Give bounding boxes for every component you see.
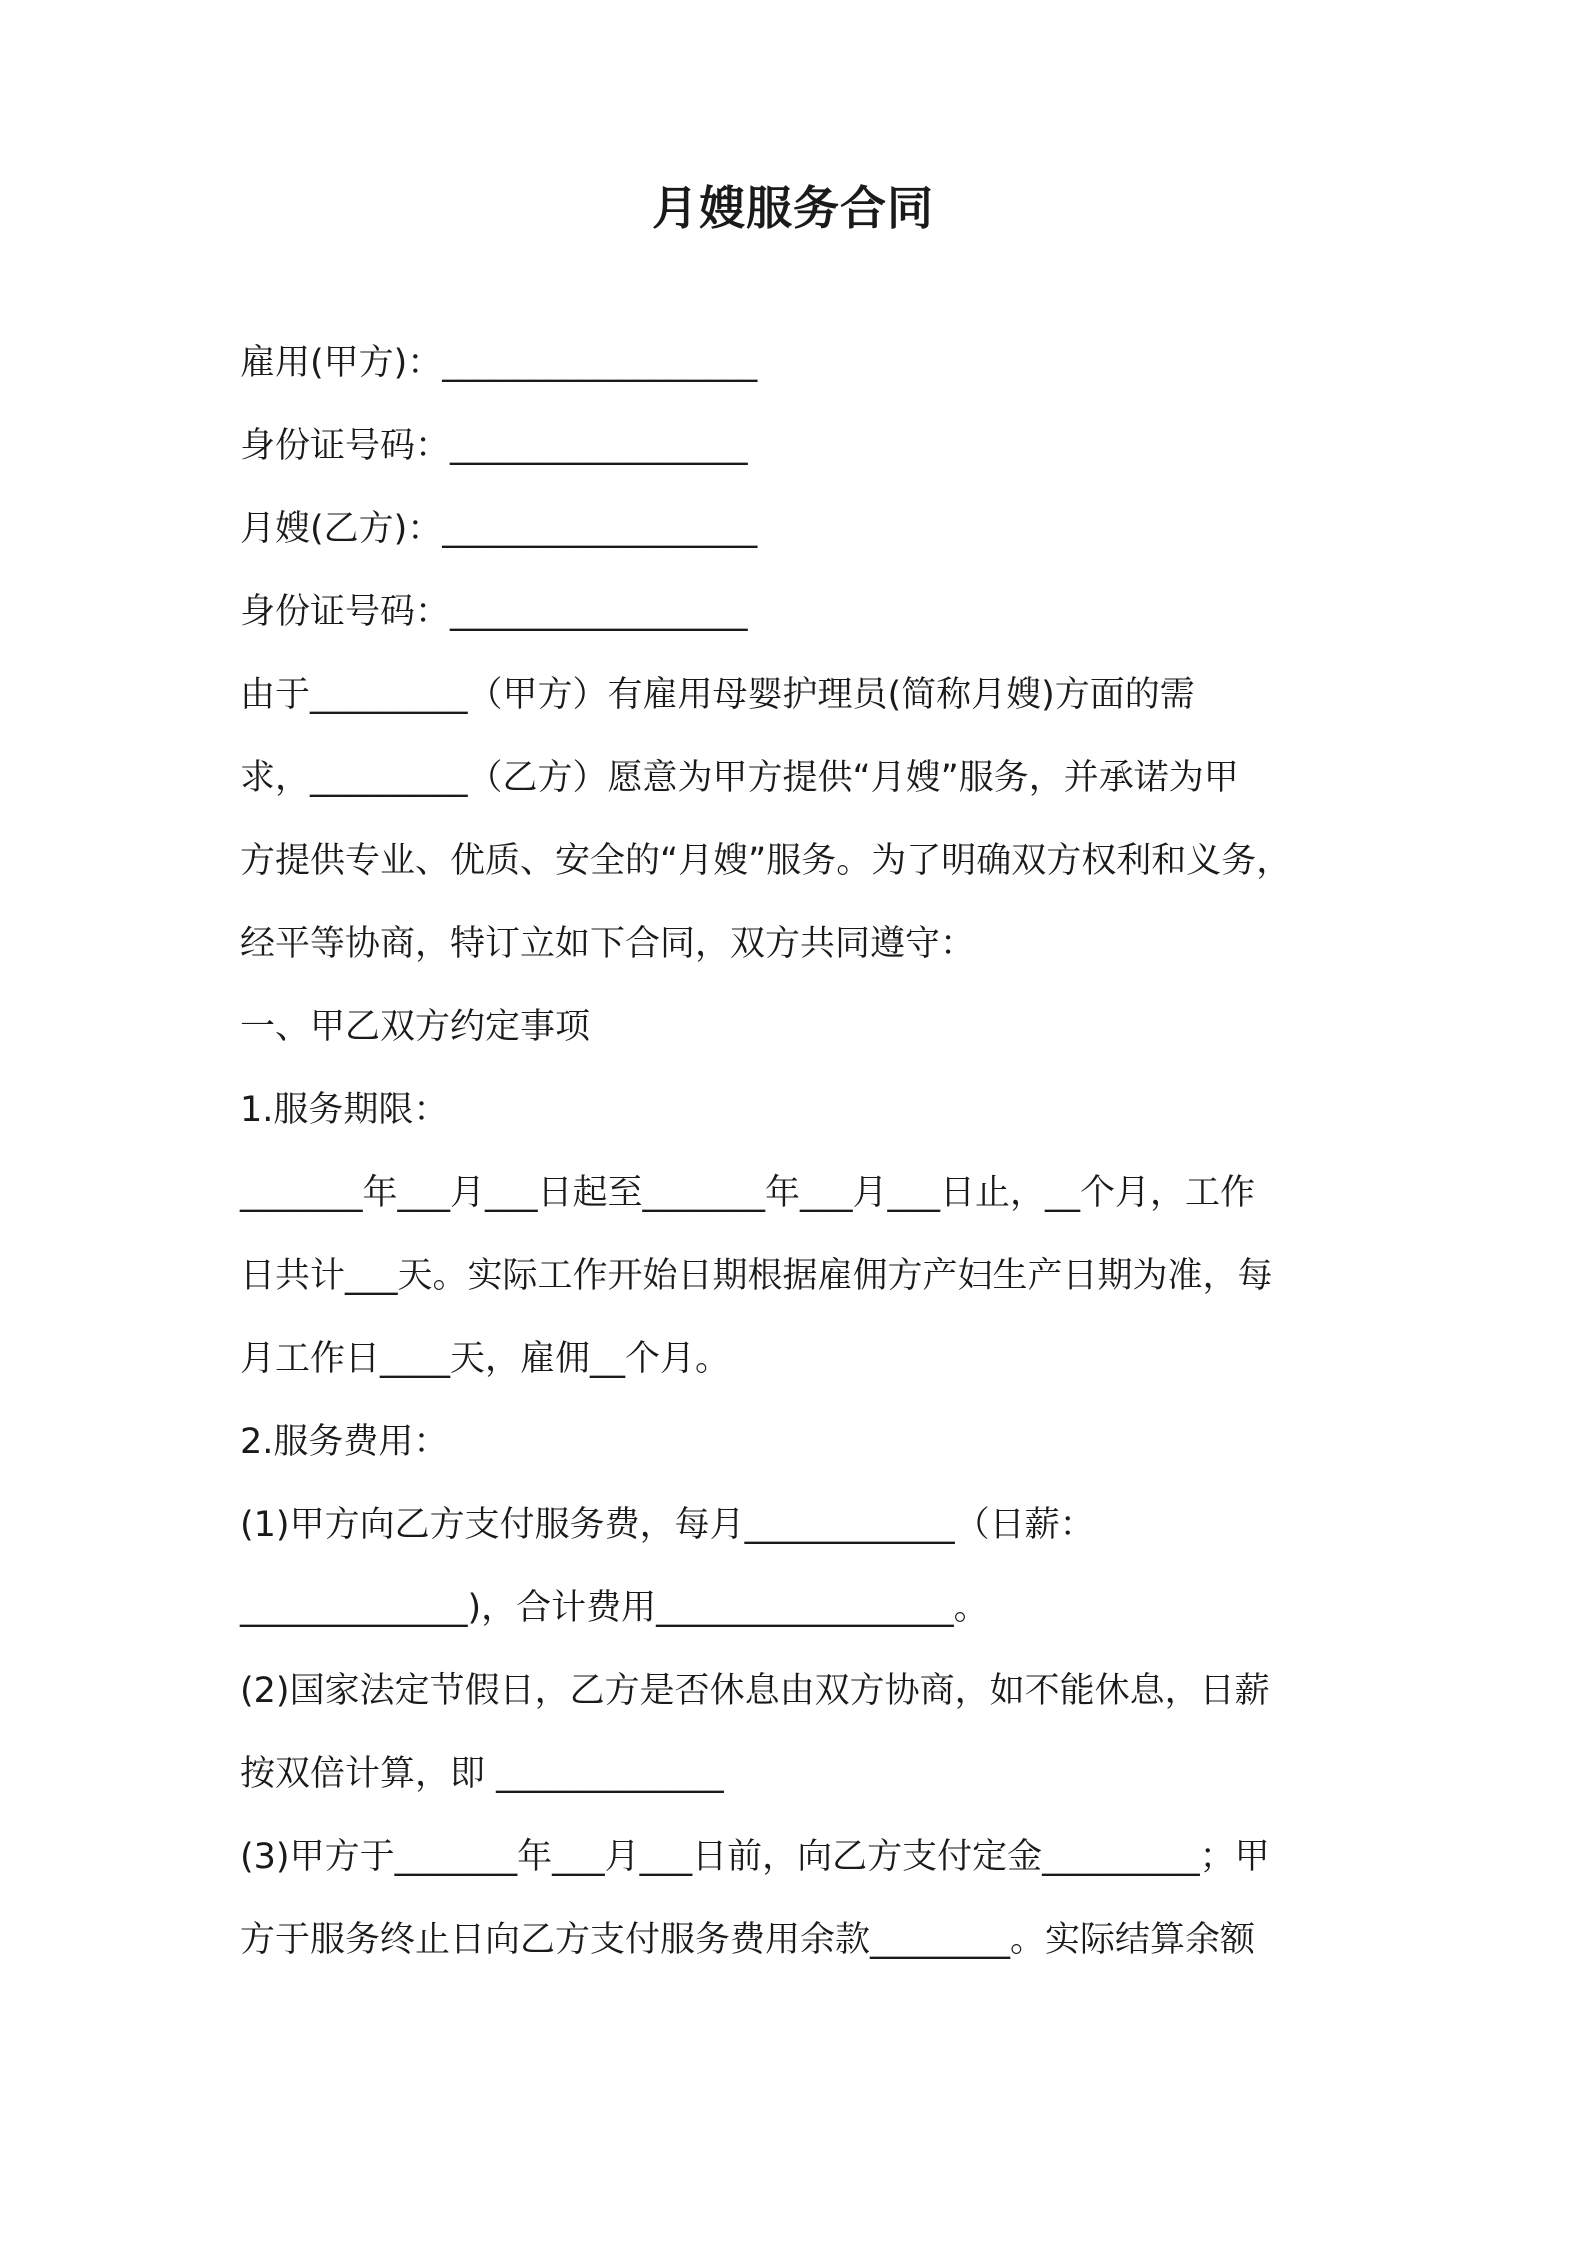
- service-period-line-1: _______年___月___日起至_______年___月___日止，__个月，工作: [240, 1173, 1256, 1213]
- holiday-line-2: 按双倍计算，即 _____________: [240, 1754, 724, 1794]
- preamble-line-3: 方提供专业、优质、安全的“月嫂”服务。为了明确双方权利和义务，: [240, 841, 1292, 881]
- clause-heading-service-fee: 2.服务费用：: [240, 1422, 449, 1462]
- service-period-line-3: 月工作日____天，雇佣__个月。: [240, 1339, 731, 1379]
- employer-id-line: 身份证号码：_________________: [240, 426, 748, 466]
- deposit-line-1: (3)甲方于_______年___月___日前，向乙方支付定金_________；甲: [240, 1837, 1270, 1877]
- preamble-line-4: 经平等协商，特订立如下合同，双方共同遵守：: [240, 924, 976, 964]
- holiday-line-1: (2)国家法定节假日，乙方是否休息由双方协商，如不能休息，日薪: [240, 1671, 1270, 1711]
- section-heading-1: 一、甲乙双方约定事项: [240, 1007, 591, 1047]
- preamble-line-1: 由于_________（甲方）有雇用母婴护理员(简称月嫂)方面的需: [240, 675, 1195, 715]
- service-period-line-2: 日共计___天。实际工作开始日期根据雇佣方产妇生产日期为准，每: [240, 1256, 1273, 1296]
- fee-line-2: _____________)，合计费用_________________。: [240, 1588, 989, 1628]
- clause-heading-service-period: 1.服务期限：: [240, 1090, 449, 1130]
- fee-line-1: (1)甲方向乙方支付服务费，每月____________（日薪：: [240, 1505, 1095, 1545]
- document-title: 月嫂服务合同: [652, 181, 934, 235]
- deposit-line-2: 方于服务终止日向乙方支付服务费用余款________。实际结算余额: [240, 1920, 1256, 1960]
- employer-name-line: 雇用(甲方)：__________________: [240, 343, 758, 383]
- caregiver-name-line: 月嫂(乙方)：__________________: [240, 509, 758, 549]
- caregiver-id-line: 身份证号码：_________________: [240, 592, 748, 632]
- preamble-line-2: 求，_________（乙方）愿意为甲方提供“月嫂”服务，并承诺为甲: [240, 758, 1239, 798]
